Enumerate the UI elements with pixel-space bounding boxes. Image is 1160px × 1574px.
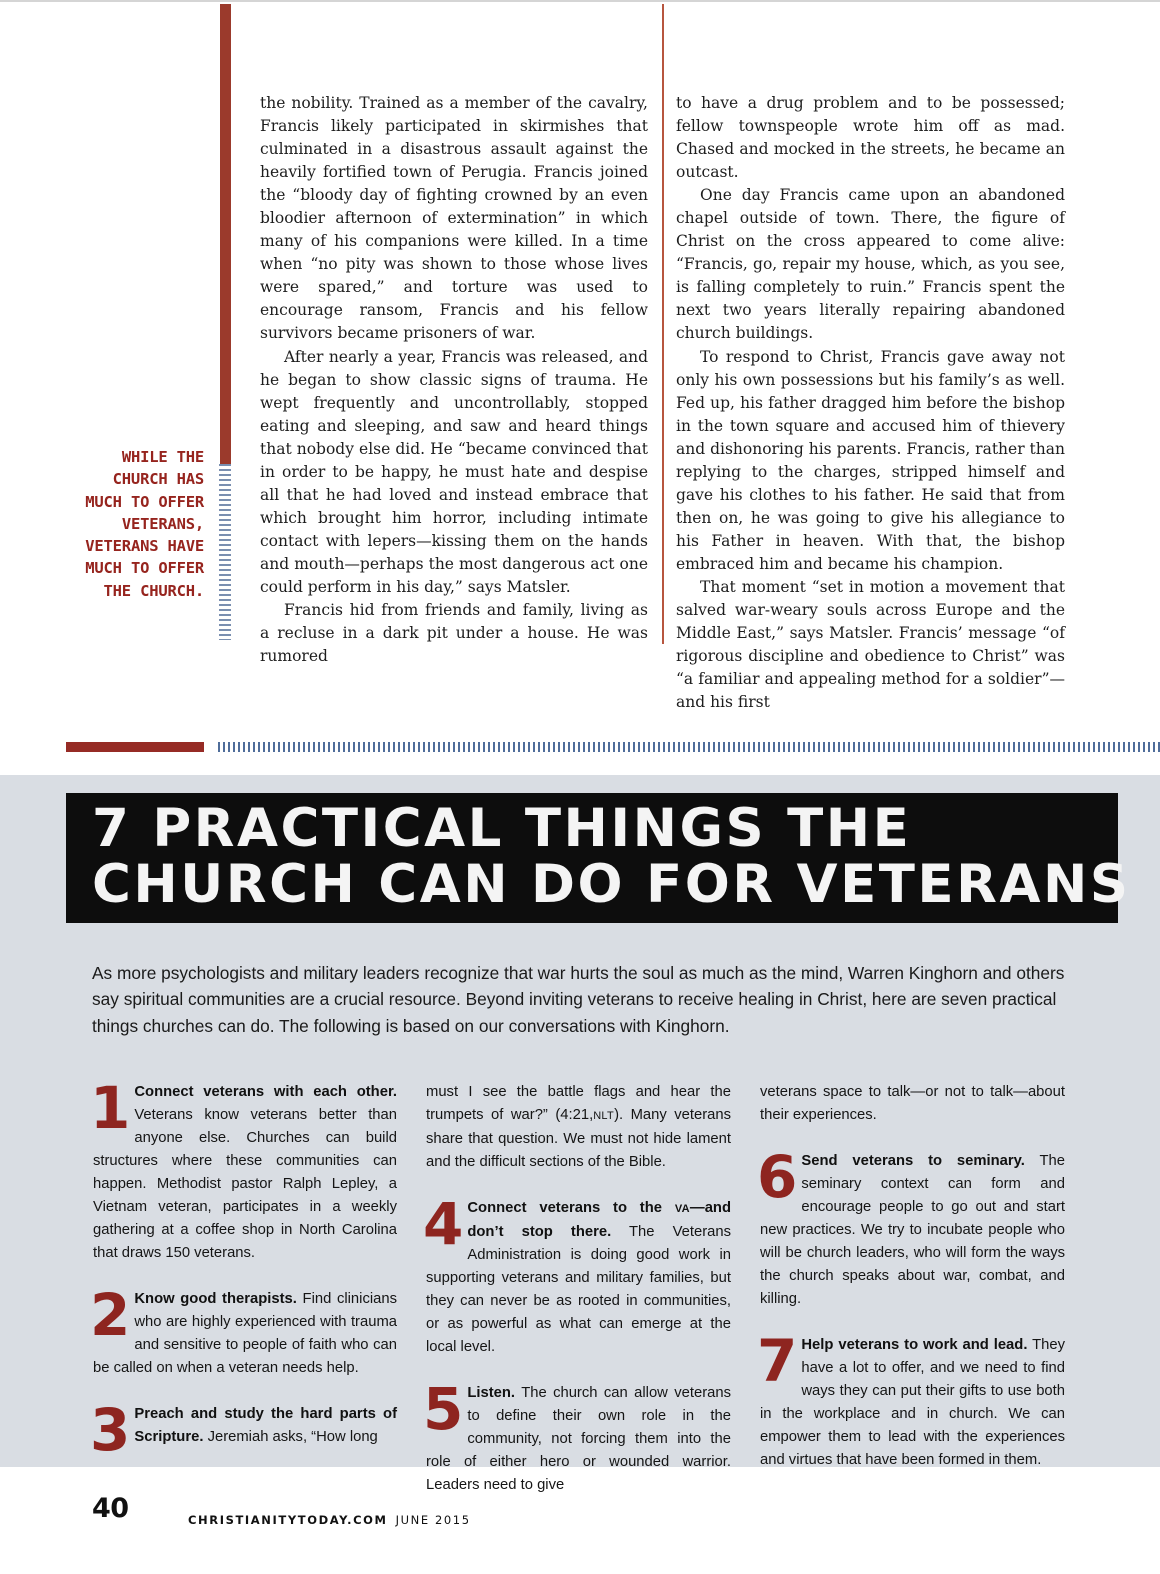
- item-body: The church can allow veterans to define their own role in the community, not forcing them into the role of either hero or wounded warrior. Leaders need to give: [426, 1385, 732, 1493]
- sidebar-title: [92, 798, 1132, 915]
- list-item: [90, 1281, 397, 1380]
- sidebar-column-1: [90, 1074, 397, 1472]
- sidebar-intro: As more psychologists and military leaders recognize that war hurts the soul as much as the mind, Warren Kinghorn and others say spiritual communities are a crucial resource. Beyond inviting veterans to receive healing in Christ, here are seven practical things churches can do. The following is based on our conversations with Kinghorn.: [92, 963, 1065, 1036]
- item-heading: Know good therapists.: [134, 1291, 297, 1307]
- item-body: Veterans know veterans better than anyone else. Churches can build structures where these communities can happen. Methodist pastor Ralph Lepley, a Vietnam veteran, participates in a weekly gathering at a coffee shop in North Carolina that draws 150 veterans.: [93, 1107, 397, 1261]
- page-top-rule: [0, 0, 1160, 2]
- item-body: The Veterans Administration is doing good work in supporting veterans and military families, but they can never be as rooted in communities, or as powerful as what can emerge at the local level.: [426, 1224, 731, 1355]
- article-paragraph: to have a drug problem and to be possessed; fellow townspeople wrote him off as mad. Chased and mocked in the streets, he became an outcast.: [676, 94, 1065, 182]
- sidebar-title-line: 7 PRACTICAL THINGS THE: [92, 798, 912, 859]
- item-heading-part: Connect veterans to the: [467, 1200, 662, 1216]
- item-body: must I see the battle flags and hear the trumpets of war?” (4:21,: [426, 1084, 731, 1123]
- item-heading-part: —and don’t stop there.: [467, 1200, 731, 1240]
- item-body: veterans space to talk—or not to talk—about their experiences.: [760, 1084, 1065, 1123]
- column-rule: [662, 4, 664, 644]
- list-item: [423, 1190, 731, 1359]
- item-body: Find clinicians who are highly experienced with trauma and sensitive to people of faith who can be called on when a veteran needs help.: [93, 1291, 397, 1376]
- item-body: They have a lot to offer, and we need to find ways they can put their gifts to use both in the workplace and in church. We can empower them to lead with the experiences and virtues that have been formed in them.: [760, 1337, 1065, 1468]
- divider-tick-rule: [218, 742, 1160, 752]
- folio-site: CHRISTIANITYTODAY.COM: [188, 1513, 388, 1527]
- sidebar-title-line: CHURCH CAN DO FOR VETERANS: [92, 854, 1131, 915]
- sidebar-column-3: [757, 1081, 1066, 1495]
- item-heading: Listen.: [467, 1385, 516, 1401]
- item-heading: Preach and study the hard parts of Scripture.: [134, 1406, 397, 1445]
- list-item: [90, 1074, 397, 1265]
- list-item-continued: [760, 1081, 1065, 1127]
- item-number: 3: [90, 1396, 131, 1464]
- list-item: [423, 1375, 732, 1497]
- item-heading: Help veterans to work and lead.: [801, 1337, 1028, 1353]
- folio-date: JUNE 2015: [395, 1513, 471, 1527]
- sidebar-column-2: [423, 1081, 732, 1520]
- article-paragraph: Francis hid from friends and family, living as a recluse in a dark pit under a house. He was rumored: [260, 601, 648, 666]
- item-body: The seminary context can form and encourage people to go out and start new practices. We try to incubate people who will be church leaders, who will form the ways the church speaks about war, combat, and killing.: [760, 1153, 1066, 1307]
- page-number: 40: [92, 1493, 129, 1524]
- item-number: 7: [757, 1327, 798, 1395]
- citation-abbrev: NLT: [593, 1110, 615, 1122]
- list-item: [757, 1327, 1065, 1472]
- pull-quote: WHILE THE CHURCH HAS MUCH TO OFFER VETERANS, VETERANS HAVE MUCH TO OFFER THE CHURCH.: [85, 448, 204, 600]
- item-heading: Send veterans to seminary.: [801, 1153, 1025, 1169]
- item-heading-abbrev: VA: [674, 1203, 690, 1215]
- item-number: 1: [90, 1074, 131, 1142]
- article-column-1: [260, 92, 648, 668]
- tick-rule-vertical: [219, 464, 231, 640]
- article-paragraph: the nobility. Trained as a member of the cavalry, Francis likely participated in skirmishes that culminated in a disastrous assault against the heavily fortified town of Perugia. Francis joined the “bloody day of fighting crowned by an even bloodier afternoon of extermination” in which many of his companions were killed. In a time when “no pity was shown to those whose lives were spared,” and torture was used to encourage ransom, Francis and his fellow survivors became prisoners of war.: [260, 94, 648, 343]
- article-paragraph: That moment “set in motion a movement that salved war-weary souls across Europe and the Middle East,” says Matsler. Francis’ message “of rigorous discipline and obedience to Christ” was “a familiar and appealing method for a soldier”—and his first: [676, 577, 1065, 712]
- article-column-2: [676, 92, 1065, 714]
- article-paragraph: One day Francis came upon an abandoned chapel outside of town. There, the figure of Christ on the cross appeared to come alive: “Francis, go, repair my house, which, as you see, is falling completely to ruin.” Francis spent the next two years literally repairing abandoned church buildings.: [676, 186, 1065, 343]
- item-number: 2: [90, 1281, 131, 1349]
- list-item-continued: [426, 1081, 731, 1174]
- item-number: 5: [423, 1375, 464, 1443]
- article-paragraph: To respond to Christ, Francis gave away not only his own possessions but his family’s as well. Fed up, his father dragged him before the bishop in the town square and accused him of thievery and dishonoring his parents. Francis, rather than replying to the charges, stripped himself and gave his clothes to his father. He said that from then on, he was going to give his allegiance to his Father in heaven. With that, the bishop embraced him and became his champion.: [676, 347, 1065, 573]
- list-item: [90, 1396, 397, 1464]
- folio: [188, 1513, 471, 1527]
- article-paragraph: After nearly a year, Francis was released, and he began to show classic signs of trauma. He wept frequently and uncontrollably, stopped eating and sleeping, and saw and heard things that nobody else did. He “became convinced that in order to be happy, he must hate and despise all that he had loved and instead embrace that which brought him horror, including intimate contact with lepers—kissing them on the hands and mouth—perhaps the most dangerous act one could perform in his day,” says Matsler.: [260, 347, 648, 596]
- accent-bar-vertical: [220, 4, 231, 464]
- item-body: Jeremiah asks, “How long: [207, 1429, 378, 1445]
- list-item: [757, 1143, 1066, 1311]
- item-heading: Connect veterans with each other.: [134, 1084, 397, 1100]
- item-number: 6: [757, 1143, 798, 1211]
- item-number: 4: [423, 1190, 464, 1258]
- item-body: ). Many veterans share that question. We must not hide lament and the difficult sections of the Bible.: [426, 1107, 731, 1170]
- divider-red-segment: [66, 742, 204, 752]
